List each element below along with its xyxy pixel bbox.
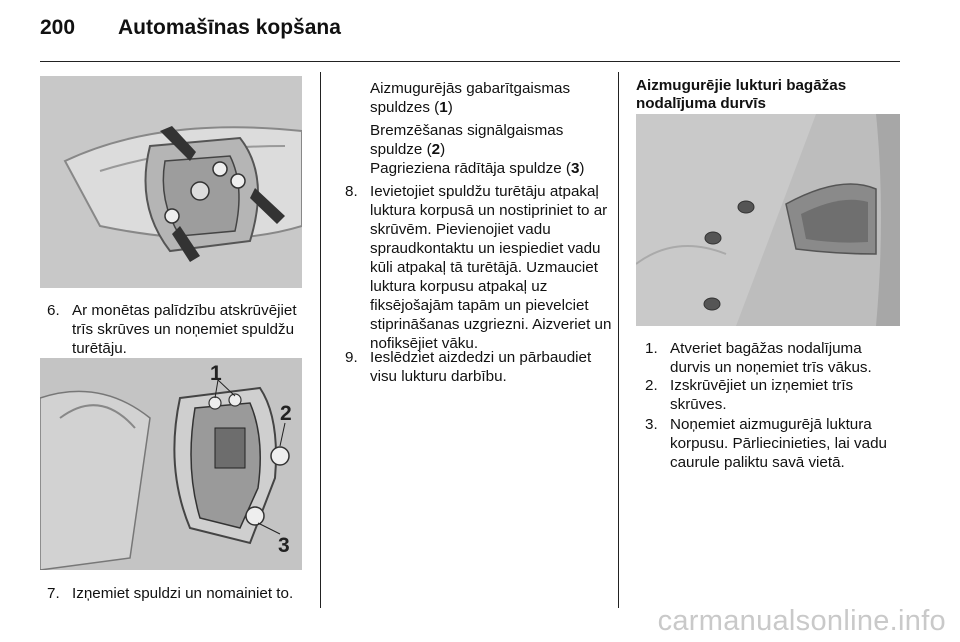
callout-3: 3 — [278, 534, 290, 557]
header-rule — [40, 61, 900, 62]
section-heading: Aizmugurējie lukturi bagāžas nodalījuma durvīs — [636, 77, 847, 112]
step-number: 1. — [645, 340, 658, 357]
step-text: Ievietojiet spuldžu turētāju atpakaļ luktura korpusā un nostipriniet to ar skrūvēm. Pievienojiet vadu spraudkontaktu un iespiediet vadu kūli atpakaļ tā turētājā. Uzmauciet luktura korpusu atpakaļ uz fiksējošajām tapām un pievelciet stiprināšanas uzgriezni. Aizveriet un nofiksējiet vāku. — [370, 183, 612, 352]
tail-light-screws-illustration — [40, 76, 302, 288]
step-text: Noņemiet aizmugurējā luktura korpusu. Pārliecinieties, lai vadu caurule paliktu savā vietā. — [670, 416, 887, 471]
step-number: 8. — [345, 183, 358, 200]
step-number: 2. — [645, 377, 658, 394]
tailgate-interior-illustration — [636, 114, 900, 326]
column-divider-2 — [618, 72, 619, 608]
bulb-3-label: Pagrieziena rādītāja spuldze (3) — [370, 160, 585, 177]
callout-1: 1 — [210, 362, 222, 385]
column-divider-1 — [320, 72, 321, 608]
bulb-holder-illustration — [40, 358, 302, 570]
page-number: 200 — [40, 16, 76, 39]
step-number: 6. — [47, 302, 60, 319]
callout-2: 2 — [280, 402, 292, 425]
bulb-2-label: Bremzēšanas signālgaismas spuldze (2) — [370, 122, 564, 158]
page-title: Automašīnas kopšana — [118, 16, 341, 39]
bulb-1-label: Aizmugurējās gabarītgaismas spuldzes (1) — [370, 80, 571, 116]
step-text: Ar monētas palīdzību atskrūvējiet trīs skrūves un noņemiet spuldžu turētāju. — [72, 302, 297, 357]
step-text: Ieslēdziet aizdedzi un pārbaudiet visu lukturu darbību. — [370, 349, 592, 385]
step-number: 3. — [645, 416, 658, 433]
watermark: carmanualsonline.info — [657, 605, 946, 637]
step-number: 9. — [345, 349, 358, 366]
step-number: 7. — [47, 585, 60, 602]
step-text: Atveriet bagāžas nodalījuma durvis un noņemiet trīs vākus. — [670, 340, 872, 376]
step-text: Izskrūvējiet un izņemiet trīs skrūves. — [670, 377, 854, 413]
step-text: Izņemiet spuldzi un nomainiet to. — [72, 585, 294, 602]
